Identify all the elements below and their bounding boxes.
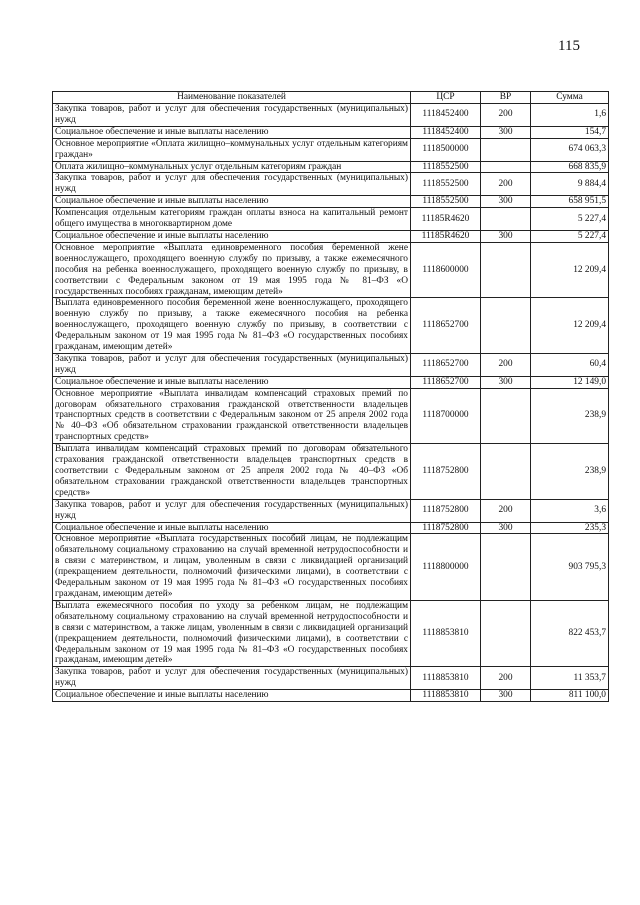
table-row [53, 161, 609, 173]
cell-vr [481, 161, 531, 173]
table-body [53, 104, 609, 702]
header-csr: ЦСР [411, 92, 481, 104]
table-row [53, 690, 609, 702]
cell-name: Закупка товаров, работ и услуг для обеспечения государственных (муниципальных) нужд [53, 667, 411, 690]
table-header-row [53, 92, 609, 104]
cell-csr: 11185R4620 [411, 230, 481, 242]
header-sum: Сумма [531, 92, 609, 104]
table-row [53, 298, 609, 354]
cell-name: Оплата жилищно–коммунальных услуг отдельным категориям граждан [53, 161, 411, 173]
cell-vr: 300 [481, 690, 531, 702]
page-number: 115 [558, 38, 580, 54]
cell-vr: 300 [481, 126, 531, 138]
cell-csr: 1118452400 [411, 126, 481, 138]
table-row [53, 499, 609, 522]
cell-vr: 200 [481, 173, 531, 196]
cell-vr [481, 534, 531, 600]
cell-vr: 200 [481, 353, 531, 376]
cell-csr: 1118652700 [411, 353, 481, 376]
cell-name: Компенсация отдельным категориям граждан оплаты взноса на капитальный ремонт общего имущества в многоквартирном доме [53, 208, 411, 231]
cell-name: Социальное обеспечение и иные выплаты населению [53, 522, 411, 534]
cell-csr: 11185R4620 [411, 208, 481, 231]
cell-csr: 1118752800 [411, 499, 481, 522]
cell-sum: 11 353,7 [531, 667, 609, 690]
table-row [53, 138, 609, 161]
cell-csr: 1118700000 [411, 388, 481, 444]
cell-csr: 1118853810 [411, 667, 481, 690]
cell-vr: 300 [481, 522, 531, 534]
table-row [53, 667, 609, 690]
cell-sum: 60,4 [531, 353, 609, 376]
cell-sum: 238,9 [531, 388, 609, 444]
cell-name: Выплата инвалидам компенсаций страховых премий по договорам обязательного страхования гражданской ответственности владельцев транспортных средств в соответствии с Федеральным законом от 25 апреля 2002 года № 40–ФЗ «Об обязательном страховании гражданской ответственности владельцев транспортных средств» [53, 444, 411, 500]
cell-name: Основное мероприятие «Оплата жилищно–коммунальных услуг отдельным категориям граждан» [53, 138, 411, 161]
table-row [53, 353, 609, 376]
cell-csr: 1118752800 [411, 444, 481, 500]
cell-vr: 200 [481, 499, 531, 522]
cell-name: Основное мероприятие «Выплата государственных пособий лицам, не подлежащим обязательному социальному страхованию на случай временной нетрудоспособности и в связи с материнством, и лицам, уволенным в связи с ликвидацией организаций (прекращением деятельности, полномочий физическими лицами), в соответствии с Федеральным законом от 19 мая 1995 года № 81–ФЗ «О государственных пособиях гражданам, имеющим детей» [53, 534, 411, 600]
cell-sum: 5 227,4 [531, 230, 609, 242]
header-name: Наименование показателей [53, 92, 411, 104]
cell-vr [481, 444, 531, 500]
cell-csr: 1118552500 [411, 196, 481, 208]
cell-sum: 12 149,0 [531, 376, 609, 388]
cell-name: Основное мероприятие «Выплата инвалидам компенсаций страховых премий по договорам обязательного страхования гражданской ответственности владельцев транспортных средств в соответствии с Федеральным законом от 25 апреля 2002 года № 40–ФЗ «Об обязательном страховании гражданской ответственности владельцев транспортных средств» [53, 388, 411, 444]
cell-vr: 300 [481, 230, 531, 242]
table-row [53, 173, 609, 196]
cell-csr: 1118652700 [411, 298, 481, 354]
cell-sum: 822 453,7 [531, 600, 609, 666]
cell-csr: 1118853810 [411, 690, 481, 702]
cell-csr: 1118552500 [411, 161, 481, 173]
table-row [53, 534, 609, 600]
cell-csr: 1118452400 [411, 104, 481, 127]
cell-name: Социальное обеспечение и иные выплаты населению [53, 196, 411, 208]
cell-name: Социальное обеспечение и иные выплаты населению [53, 376, 411, 388]
table-row [53, 600, 609, 666]
table-row [53, 230, 609, 242]
table-row [53, 522, 609, 534]
cell-csr: 1118752800 [411, 522, 481, 534]
cell-name: Закупка товаров, работ и услуг для обеспечения государственных (муниципальных) нужд [53, 499, 411, 522]
cell-sum: 903 795,3 [531, 534, 609, 600]
cell-vr [481, 298, 531, 354]
table-row [53, 208, 609, 231]
cell-name: Выплата единовременного пособия беременной жене военнослужащего, проходящего военную службу по призыву, а также ежемесячного пособия на ребенка военнослужащего, проходящего военную службу по призыву, в соответствии с Федеральным законом от 19 мая 1995 года № 81–ФЗ «О государственных пособиях гражданам, имеющим детей» [53, 298, 411, 354]
cell-sum: 1,6 [531, 104, 609, 127]
cell-sum: 12 209,4 [531, 298, 609, 354]
cell-name: Социальное обеспечение и иные выплаты населению [53, 690, 411, 702]
cell-name: Закупка товаров, работ и услуг для обеспечения государственных (муниципальных) нужд [53, 104, 411, 127]
cell-csr: 1118652700 [411, 376, 481, 388]
table-row [53, 388, 609, 444]
cell-sum: 811 100,0 [531, 690, 609, 702]
table-row [53, 376, 609, 388]
cell-vr: 300 [481, 376, 531, 388]
cell-sum: 12 209,4 [531, 242, 609, 298]
header-vr: ВР [481, 92, 531, 104]
cell-name: Социальное обеспечение и иные выплаты населению [53, 126, 411, 138]
cell-vr: 200 [481, 104, 531, 127]
cell-sum: 674 063,3 [531, 138, 609, 161]
cell-sum: 668 835,9 [531, 161, 609, 173]
cell-sum: 658 951,5 [531, 196, 609, 208]
cell-sum: 5 227,4 [531, 208, 609, 231]
table-row [53, 126, 609, 138]
cell-vr [481, 600, 531, 666]
table-row [53, 104, 609, 127]
table-row [53, 444, 609, 500]
table-row [53, 242, 609, 298]
cell-sum: 238,9 [531, 444, 609, 500]
cell-vr [481, 138, 531, 161]
cell-csr: 1118800000 [411, 534, 481, 600]
cell-vr: 200 [481, 667, 531, 690]
cell-name: Основное мероприятие «Выплата единовременного пособия беременной жене военнослужащего, проходящего военную службу по призыву, а также ежемесячного пособия на ребенка военнослужащего, проходящего военную службу по призыву, в соответствии с Федеральным законом от 19 мая 1995 года № 81–ФЗ «О государственных пособиях гражданам, имеющим детей» [53, 242, 411, 298]
cell-sum: 235,3 [531, 522, 609, 534]
cell-sum: 154,7 [531, 126, 609, 138]
cell-vr [481, 242, 531, 298]
cell-csr: 1118600000 [411, 242, 481, 298]
cell-vr [481, 208, 531, 231]
cell-name: Выплата ежемесячного пособия по уходу за ребенком лицам, не подлежащим обязательному социальному страхованию на случай временной нетрудоспособности и в связи с материнством, а также лицам, уволенным в связи с ликвидацией организаций (прекращением деятельности, полномочий физическими лицами), в соответствии с Федеральным законом от 19 мая 1995 года № 81–ФЗ «О государственных пособиях гражданам, имеющим детей» [53, 600, 411, 666]
cell-name: Закупка товаров, работ и услуг для обеспечения государственных (муниципальных) нужд [53, 353, 411, 376]
cell-csr: 1118853810 [411, 600, 481, 666]
cell-vr: 300 [481, 196, 531, 208]
cell-sum: 9 884,4 [531, 173, 609, 196]
cell-name: Социальное обеспечение и иные выплаты населению [53, 230, 411, 242]
cell-vr [481, 388, 531, 444]
cell-name: Закупка товаров, работ и услуг для обеспечения государственных (муниципальных) нужд [53, 173, 411, 196]
cell-sum: 3,6 [531, 499, 609, 522]
cell-csr: 1118552500 [411, 173, 481, 196]
cell-csr: 1118500000 [411, 138, 481, 161]
table-row [53, 196, 609, 208]
budget-table [52, 91, 609, 702]
